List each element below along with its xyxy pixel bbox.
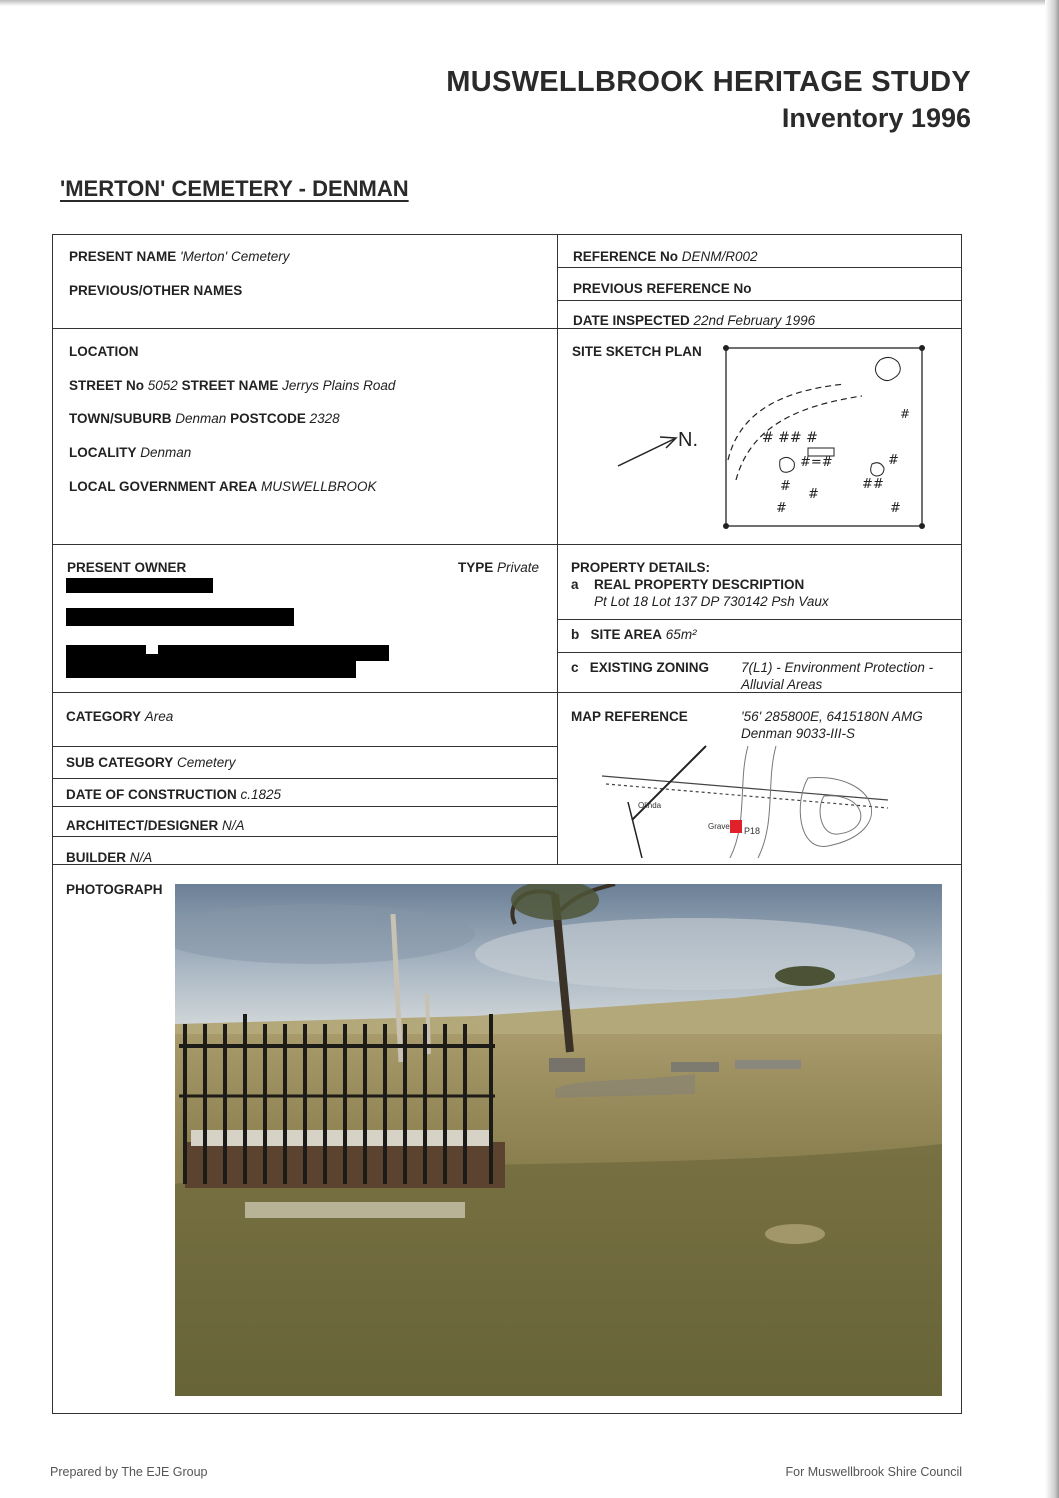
lga-label: LOCAL GOVERNMENT AREA (69, 479, 258, 494)
street-name-label: STREET NAME (181, 378, 279, 393)
present-owner-label: PRESENT OWNER (67, 560, 187, 575)
row-divider (52, 806, 557, 807)
date-inspected-value: 22nd February 1996 (693, 313, 816, 328)
redaction-bar (66, 608, 294, 626)
item-heading: 'MERTON' CEMETERY - DENMAN (60, 176, 409, 201)
builder-value: N/A (129, 850, 153, 865)
lga-field (69, 479, 377, 494)
site-area-field (571, 627, 697, 642)
property-letter-c: c (571, 660, 579, 675)
reference-value: DENM/R002 (681, 249, 758, 264)
street-field (69, 378, 395, 393)
date-inspected-label: DATE INSPECTED (573, 313, 690, 328)
svg-text:#=#: #=# (800, 455, 833, 470)
architect-field (66, 818, 245, 833)
postcode-label: POSTCODE (230, 411, 306, 426)
builder-field (66, 850, 152, 865)
existing-zoning-label: EXISTING ZONING (589, 660, 710, 675)
scan-right-edge (1045, 0, 1059, 1498)
row-divider (52, 746, 557, 747)
owner-type-label: TYPE (458, 560, 494, 575)
postcode-value: 2328 (309, 411, 340, 426)
document-title: MUSWELLBROOK HERITAGE STUDY (446, 66, 971, 98)
document-subtitle: Inventory 1996 (781, 103, 971, 133)
location-label: LOCATION (69, 344, 139, 359)
cemetery-photo-image (175, 884, 942, 1396)
zoning-field (571, 660, 709, 675)
map-reference-line1: '56' 285800E, 6415180N AMG (741, 709, 923, 724)
row-divider (52, 692, 962, 693)
row-divider (557, 267, 962, 268)
row-divider (557, 300, 962, 301)
row-divider (557, 652, 962, 653)
map-label-olinda: Olinda (638, 801, 662, 810)
present-name-value: 'Merton' Cemetery (180, 249, 290, 264)
real-property-description-value: Pt Lot 18 Lot 137 DP 730142 Psh Vaux (594, 594, 829, 609)
existing-zoning-value-line2: Alluvial Areas (741, 677, 823, 692)
svg-text:#: # (776, 501, 787, 516)
property-letter-a: a (571, 577, 579, 592)
row-divider (52, 328, 962, 329)
site-marker-icon (730, 820, 742, 833)
previous-names-label: PREVIOUS/OTHER NAMES (69, 283, 243, 298)
present-name-label: PRESENT NAME (69, 249, 177, 264)
owner-type-field (458, 560, 539, 575)
site-area-label: SITE AREA (590, 627, 663, 642)
site-area-value: 65m² (665, 627, 697, 642)
category-value: Area (144, 709, 174, 724)
street-name-value: Jerrys Plains Road (282, 378, 396, 393)
builder-label: BUILDER (66, 850, 126, 865)
svg-text:#: # (900, 407, 911, 421)
north-label: N. (678, 429, 698, 451)
date-of-construction-value: c.1825 (240, 787, 282, 802)
row-divider (52, 778, 557, 779)
svg-text:# ## #: # ## # (762, 430, 818, 446)
row-divider (52, 544, 962, 545)
sub-category-value: Cemetery (177, 755, 236, 770)
map-label-lot: P18 (744, 826, 761, 836)
town-field (69, 411, 340, 426)
topographic-map-excerpt (598, 742, 898, 858)
present-name-field (69, 249, 289, 264)
svg-text:#: # (780, 479, 791, 494)
svg-text:#: # (808, 487, 819, 502)
date-of-construction-label: DATE OF CONSTRUCTION (66, 787, 237, 802)
architect-value: N/A (222, 818, 245, 833)
town-label: TOWN/SUBURB (69, 411, 172, 426)
row-divider (557, 619, 962, 620)
locality-value: Denman (140, 445, 192, 460)
scan-top-edge (0, 0, 1059, 6)
reference-label: REFERENCE No (573, 249, 679, 264)
svg-text:#: # (888, 453, 899, 468)
lga-value: MUSWELLBROOK (261, 479, 377, 494)
locality-field (69, 445, 191, 460)
architect-label: ARCHITECT/DESIGNER (66, 818, 219, 833)
redaction-bar (66, 578, 213, 593)
sub-category-field (66, 755, 236, 770)
sub-category-label: SUB CATEGORY (66, 755, 174, 770)
redaction-bar (66, 660, 356, 678)
locality-label: LOCALITY (69, 445, 137, 460)
redaction-bar (66, 645, 389, 661)
date-inspected-field (573, 313, 815, 328)
photograph-label: PHOTOGRAPH (66, 882, 163, 897)
cemetery-photograph (175, 884, 942, 1396)
map-reference-label: MAP REFERENCE (571, 709, 688, 724)
reference-field (573, 249, 758, 264)
row-divider (52, 836, 557, 837)
map-reference-line2: Denman 9033-III-S (741, 726, 856, 741)
site-sketch-label: SITE SKETCH PLAN (572, 344, 702, 359)
map-label-grave: Grave (708, 822, 730, 831)
town-value: Denman (175, 411, 227, 426)
property-letter-b: b (571, 627, 580, 642)
svg-text:#: # (890, 501, 901, 516)
redaction-gap (146, 645, 158, 654)
category-field (66, 709, 173, 724)
date-of-construction-field (66, 787, 281, 802)
owner-type-value: Private (497, 560, 540, 575)
category-label: CATEGORY (66, 709, 142, 724)
property-details-label: PROPERTY DETAILS: (571, 560, 711, 575)
footer-prepared-for: For Muswellbrook Shire Council (785, 1465, 962, 1479)
row-divider (52, 864, 962, 865)
real-property-description-label: REAL PROPERTY DESCRIPTION (594, 577, 805, 592)
existing-zoning-value-line1: 7(L1) - Environment Protection - (741, 660, 934, 675)
site-sketch-plan (600, 340, 940, 540)
previous-reference-label: PREVIOUS REFERENCE No (573, 281, 752, 296)
street-no-label: STREET No (69, 378, 145, 393)
footer-prepared-by: Prepared by The EJE Group (50, 1465, 208, 1479)
street-no-value: 5052 (147, 378, 178, 393)
svg-text:##: ## (862, 477, 884, 492)
